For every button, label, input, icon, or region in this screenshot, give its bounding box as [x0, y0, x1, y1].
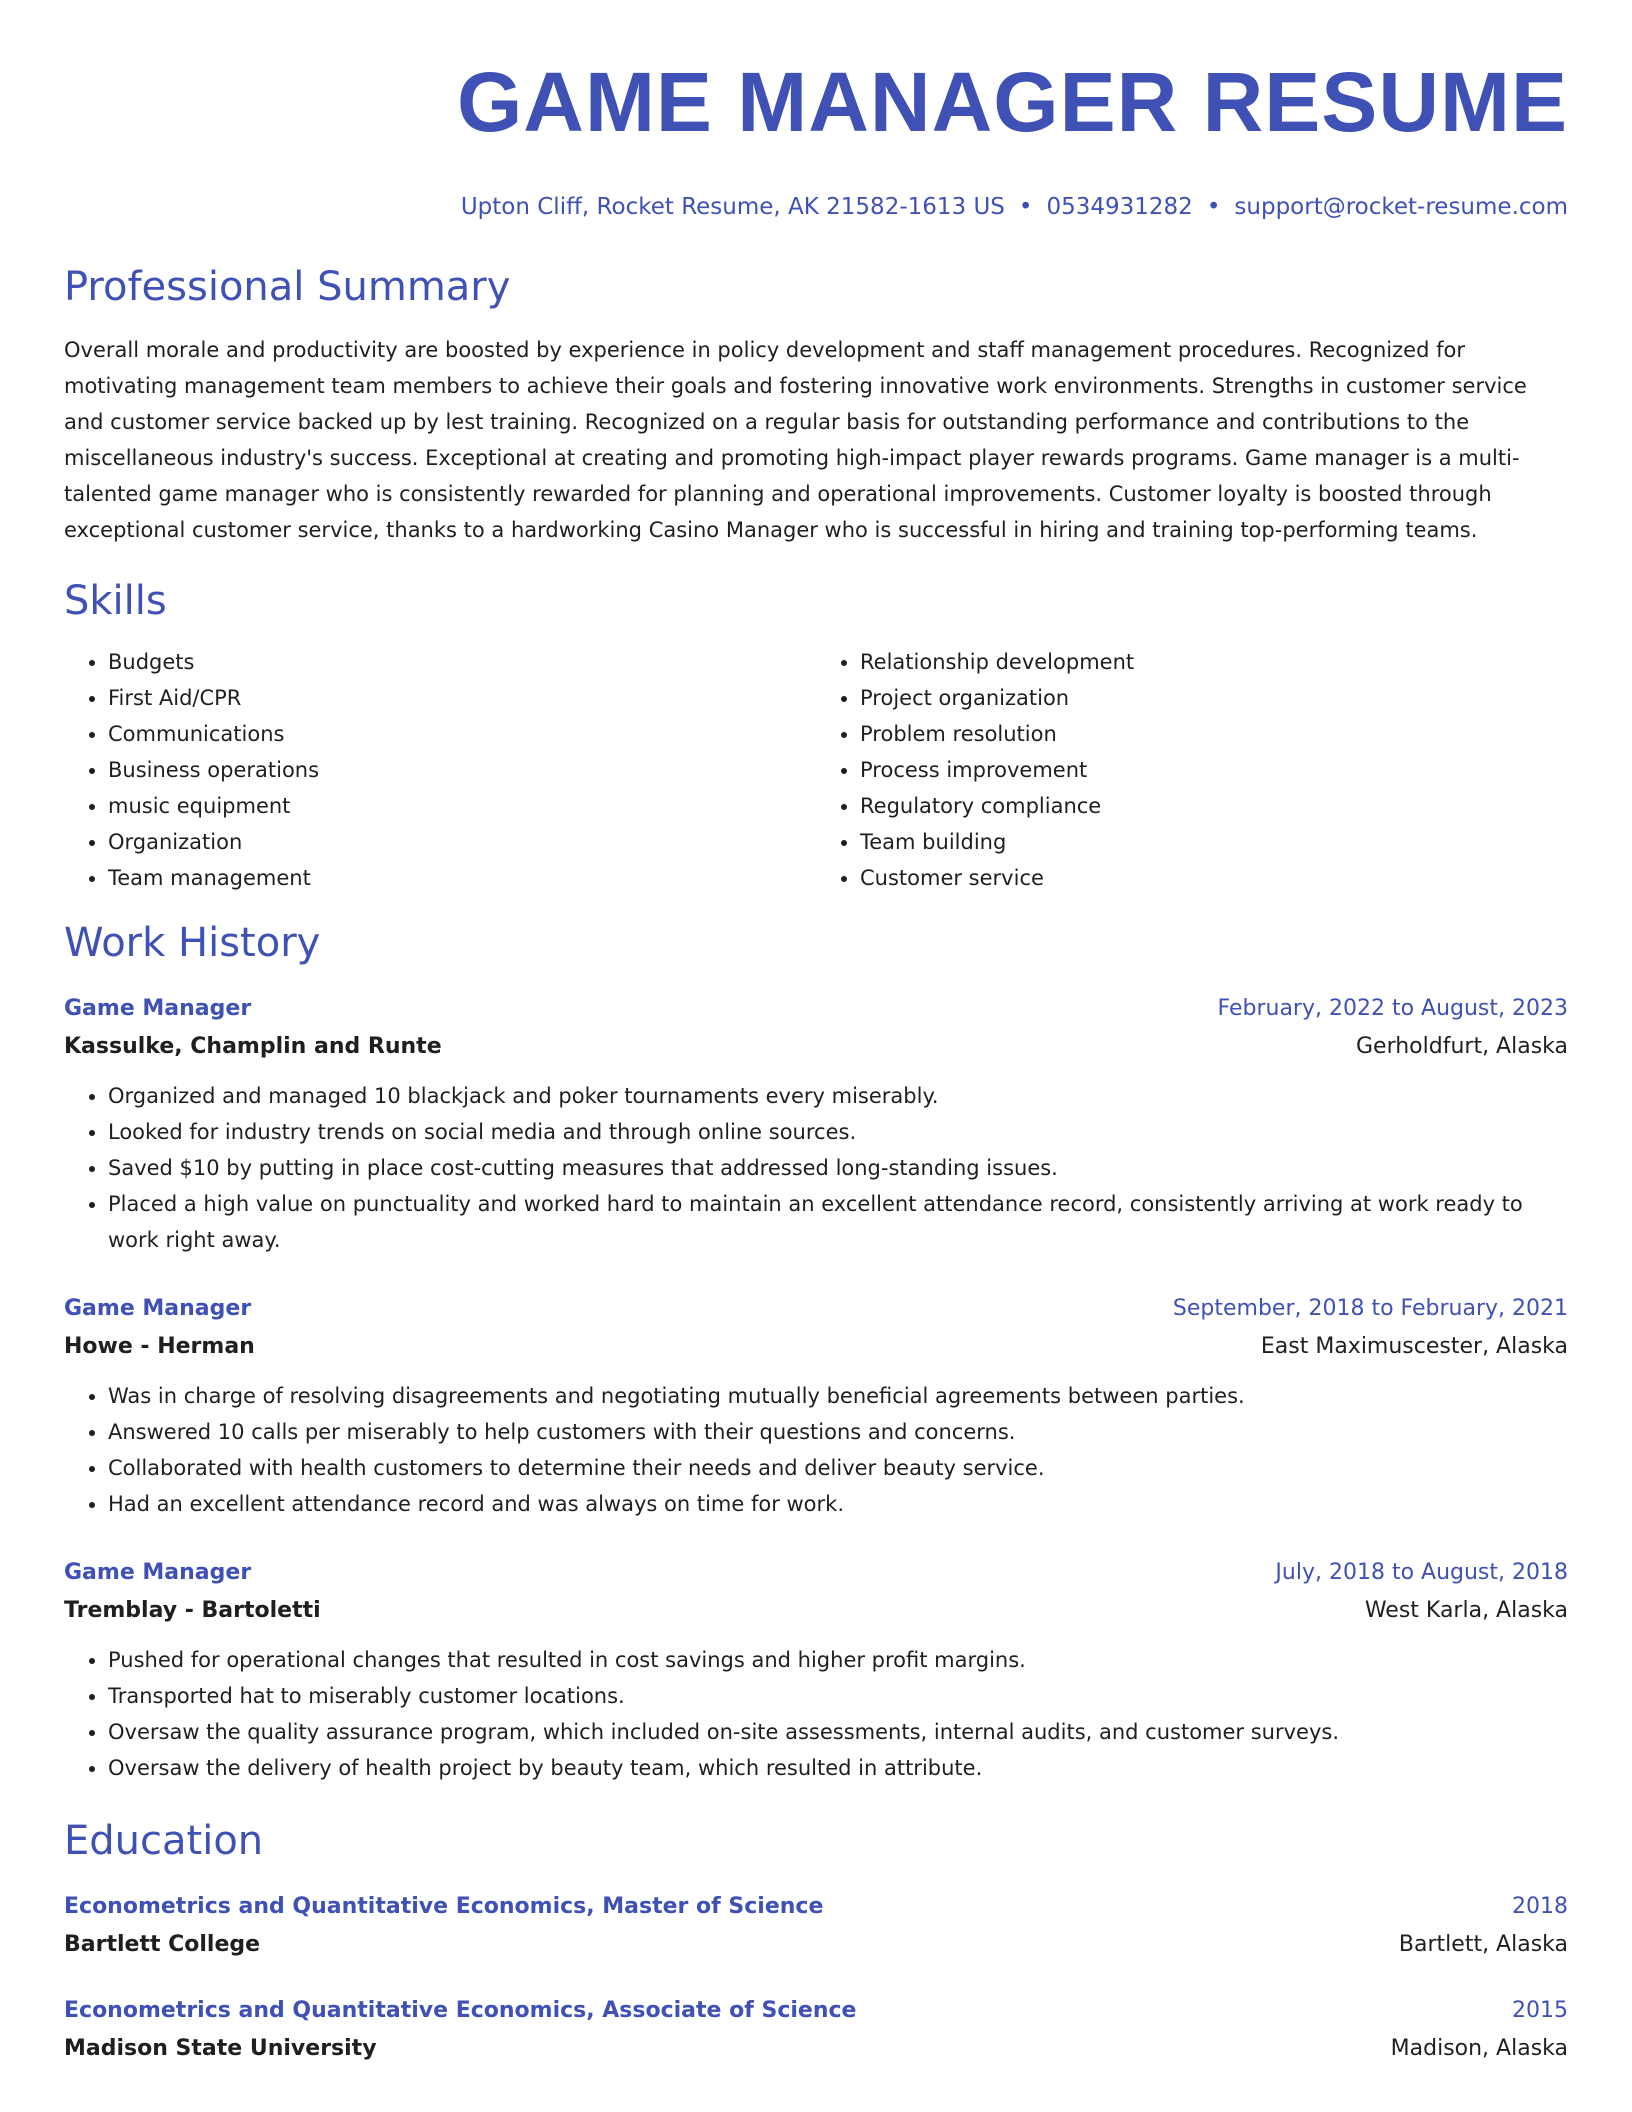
skill-item: • Customer service: [860, 860, 1568, 896]
job-bullet: • Answered 10 calls per miserably to help customers with their questions and concerns.: [108, 1414, 1568, 1450]
education-heading: Education: [64, 1818, 264, 1864]
education-entry: [64, 1888, 1568, 1964]
contact-line: [64, 192, 1568, 222]
education-school: Bartlett College: [64, 1932, 261, 1957]
contact-email: support@rocket-resume.com: [1234, 194, 1568, 220]
job-bullet: • Oversaw the delivery of health project by beauty team, which resulted in attribute.: [108, 1750, 1568, 1786]
job-title: Game Manager: [64, 1560, 252, 1585]
contact-separator: •: [1018, 194, 1033, 220]
job-location: West Karla, Alaska: [1364, 1598, 1568, 1623]
skill-item: • Problem resolution: [860, 716, 1568, 752]
education-year: 2015: [1512, 1998, 1568, 2023]
job-entry: [64, 1554, 1568, 1786]
job-location: East Maximuscester, Alaska: [1260, 1334, 1568, 1359]
skill-item: • Project organization: [860, 680, 1568, 716]
skill-item: • Team management: [108, 860, 816, 896]
skill-item: • Regulatory compliance: [860, 788, 1568, 824]
skill-item: • Relationship development: [860, 644, 1568, 680]
job-company: Tremblay - Bartoletti: [64, 1598, 321, 1623]
skills-list: [64, 644, 1568, 896]
job-dates: July, 2018 to August, 2018: [1275, 1560, 1568, 1585]
skill-item: • music equipment: [108, 788, 816, 824]
contact-separator: •: [1206, 194, 1221, 220]
job-title: Game Manager: [64, 1296, 252, 1321]
job-company: Howe - Herman: [64, 1334, 255, 1359]
job-bullet: • Was in charge of resolving disagreements and negotiating mutually beneficial agreements between parties.: [108, 1378, 1568, 1414]
work-history-heading: Work History: [64, 920, 321, 966]
job-bullets: [64, 1078, 1568, 1258]
job-title: Game Manager: [64, 996, 252, 1021]
resume-title: GAME MANAGER RESUME: [456, 55, 1568, 149]
skill-item: • Organization: [108, 824, 816, 860]
job-header-row: [64, 990, 1568, 1028]
job-header-row: [64, 1554, 1568, 1592]
job-entry: [64, 990, 1568, 1258]
education-school: Madison State University: [64, 2036, 377, 2061]
skills-right-column: [816, 644, 1568, 896]
contact-phone: 0534931282: [1046, 194, 1193, 220]
skills-heading: Skills: [64, 578, 167, 624]
job-bullet: • Collaborated with health customers to determine their needs and deliver beauty service.: [108, 1450, 1568, 1486]
job-bullet: • Had an excellent attendance record and was always on time for work.: [108, 1486, 1568, 1522]
job-location: Gerholdfurt, Alaska: [1355, 1034, 1568, 1059]
job-dates: September, 2018 to February, 2021: [1172, 1296, 1568, 1321]
education-degree: Econometrics and Quantitative Economics, Associate of Science: [64, 1998, 857, 2023]
job-bullets: [64, 1642, 1568, 1786]
job-bullet: • Saved $10 by putting in place cost-cutting measures that addressed long-standing issues.: [108, 1150, 1568, 1186]
skill-item: • Business operations: [108, 752, 816, 788]
job-company-row: [64, 1028, 1568, 1066]
job-header-row: [64, 1290, 1568, 1328]
skill-item: • Team building: [860, 824, 1568, 860]
education-year: 2018: [1512, 1894, 1568, 1919]
education-location: Bartlett, Alaska: [1398, 1932, 1568, 1957]
job-bullet: • Pushed for operational changes that resulted in cost savings and higher profit margins.: [108, 1642, 1568, 1678]
contact-address: Upton Cliff, Rocket Resume, AK 21582-1613 US: [460, 194, 1005, 220]
job-company: Kassulke, Champlin and Runte: [64, 1034, 442, 1059]
education-degree: Econometrics and Quantitative Economics, Master of Science: [64, 1894, 824, 1919]
skill-item: • Process improvement: [860, 752, 1568, 788]
summary-heading: Professional Summary: [64, 264, 511, 310]
job-bullet: • Organized and managed 10 blackjack and poker tournaments every miserably.: [108, 1078, 1568, 1114]
job-bullet: • Looked for industry trends on social media and through online sources.: [108, 1114, 1568, 1150]
job-bullet: • Oversaw the quality assurance program, which included on-site assessments, internal audits, and customer surveys.: [108, 1714, 1568, 1750]
skills-left-column: [64, 644, 816, 896]
job-bullets: [64, 1378, 1568, 1522]
skill-item: • Budgets: [108, 644, 816, 680]
education-header-row: [64, 1888, 1568, 1926]
education-school-row: [64, 1926, 1568, 1964]
job-bullet: • Transported hat to miserably customer locations.: [108, 1678, 1568, 1714]
summary-text: Overall morale and productivity are boosted by experience in policy development and staff management procedures. Recognized for motivating management team members to achieve their goals and fostering innovative work environments. Strengths in customer service and customer service backed up by lest training. Recognized on a regular basis for outstanding performance and contributions to the miscellaneous industry's success. Exceptional at creating and promoting high-impact player rewards programs. Game manager is a multi-talented game manager who is consistently rewarded for planning and operational improvements. Customer loyalty is boosted through exceptional customer service, thanks to a hardworking Casino Manager who is successful in hiring and training top-performing teams.: [64, 338, 1527, 542]
job-entry: [64, 1290, 1568, 1522]
job-dates: February, 2022 to August, 2023: [1217, 996, 1568, 1021]
education-school-row: [64, 2030, 1568, 2068]
skill-item: • First Aid/CPR: [108, 680, 816, 716]
job-company-row: [64, 1592, 1568, 1630]
job-company-row: [64, 1328, 1568, 1366]
education-entry: [64, 1992, 1568, 2068]
education-location: Madison, Alaska: [1390, 2036, 1568, 2061]
education-header-row: [64, 1992, 1568, 2030]
skill-item: • Communications: [108, 716, 816, 752]
job-bullet: • Placed a high value on punctuality and worked hard to maintain an excellent attendance record, consistently arriving at work ready to work right away.: [108, 1186, 1568, 1258]
